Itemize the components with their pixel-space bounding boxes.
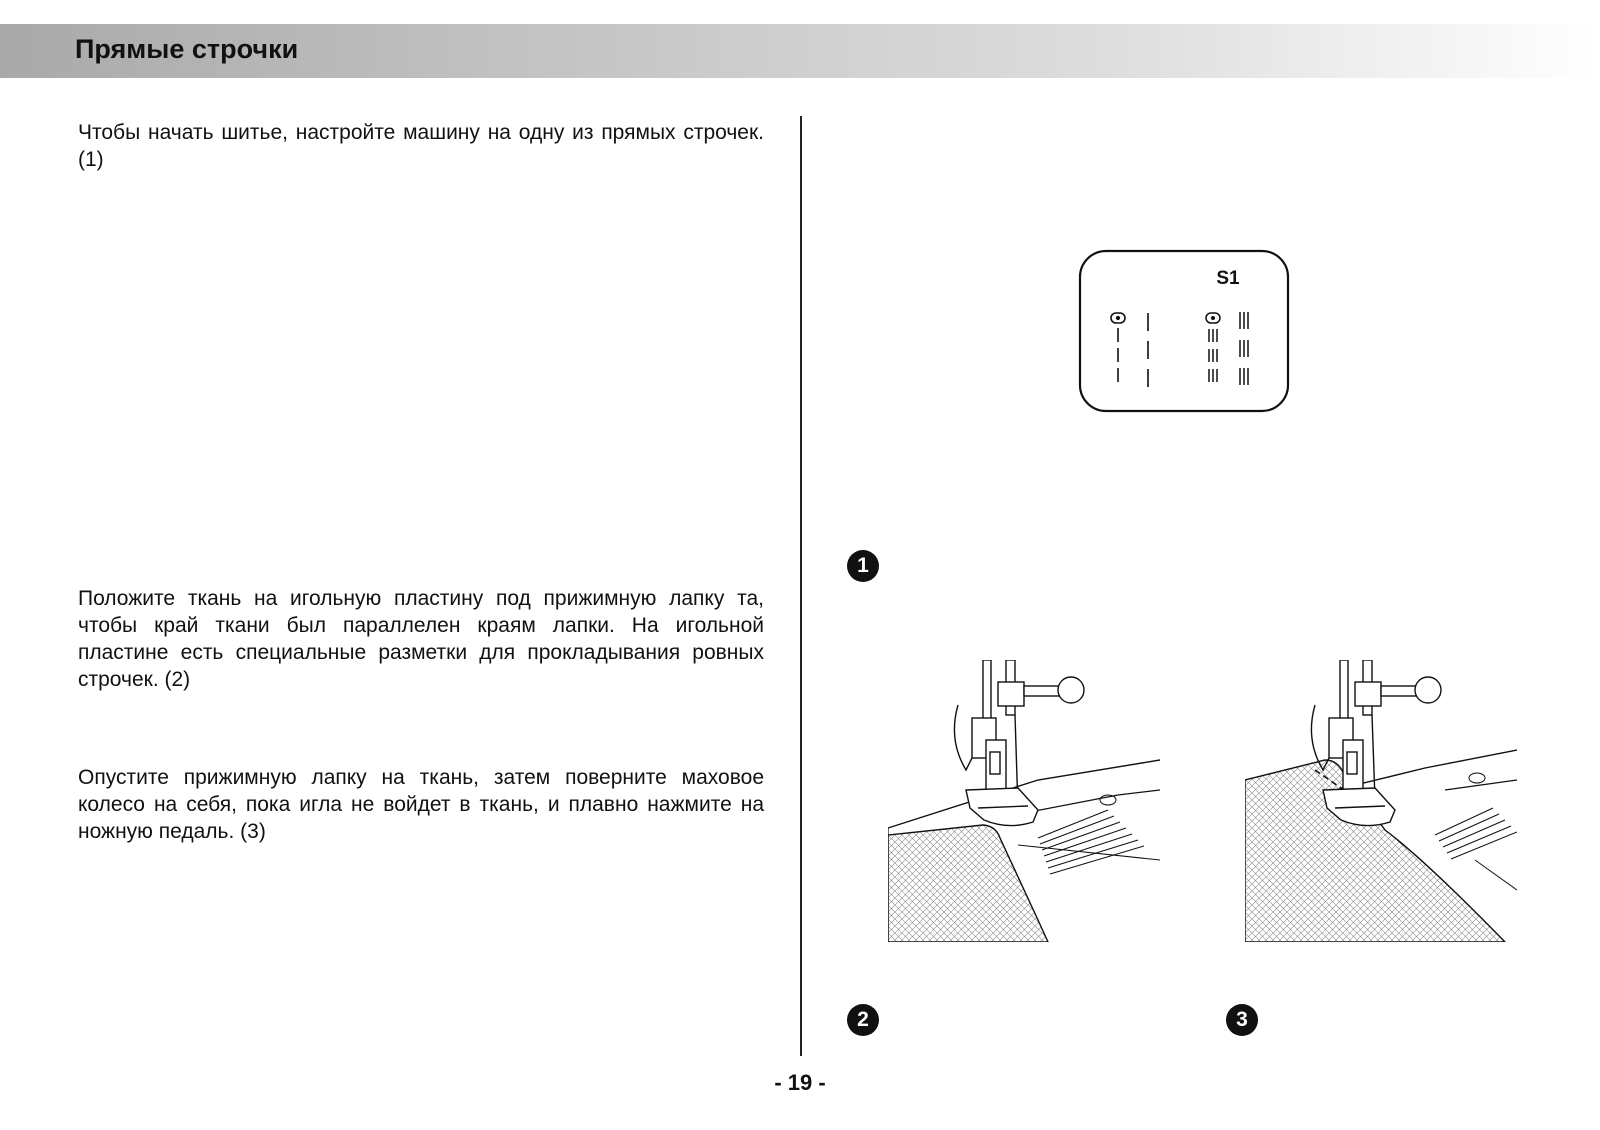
column-divider [800,116,802,1056]
page-number: - 19 - [774,1070,826,1095]
figure-marker-1: 1 [847,550,879,582]
instruction-paragraph-3: Опустите прижимную лапку на ткань, затем поверните маховое колесо на себя, пока игла не войдет в ткань, и плавно нажмите на ножную педаль. (3) [78,766,764,843]
figure-marker-3: 3 [1226,1004,1258,1036]
stitch-panel [1078,249,1290,413]
stitch-panel-label: S1 [1216,268,1240,289]
fabric-placement-illustration [888,660,1160,942]
figure-marker-2: 2 [847,1004,879,1036]
page-title: Прямые строчки [75,34,299,64]
instruction-paragraph-1: Чтобы начать шитье, настройте машину на одну из прямых строчек. (1) [78,121,764,171]
sewing-start-illustration [1245,660,1517,942]
instruction-paragraph-2: Положите ткань на игольную пластину под прижимную лапку та, чтобы край ткани был параллелен краям лапки. На игольной пластине есть специальные разметки для прокладывания ровных строчек. (2) [78,587,764,691]
